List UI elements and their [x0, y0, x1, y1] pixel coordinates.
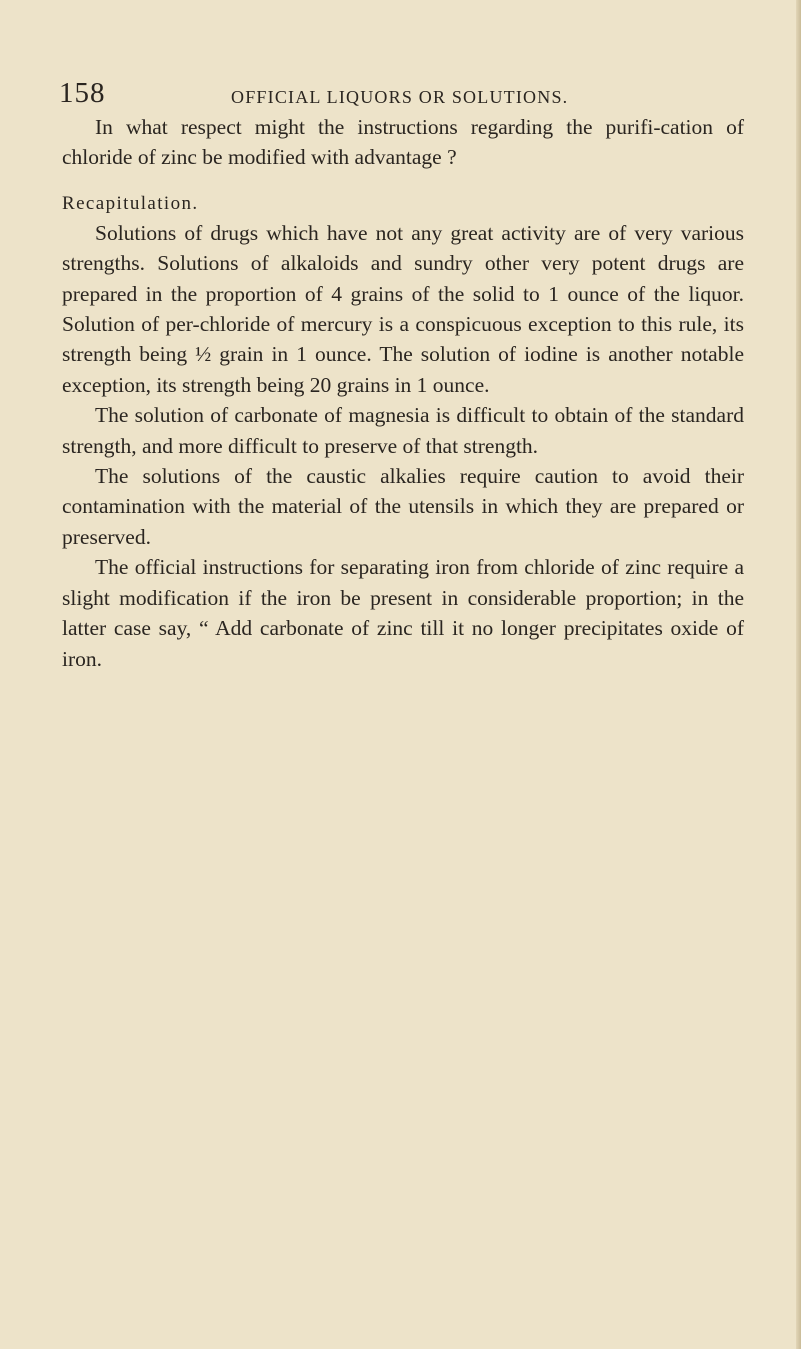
body-text: [62, 112, 744, 674]
paragraph-3: The solutions of the caustic alkalies require caution to avoid their contamination with the material of the utensils in which they are prepared or preserved.: [62, 464, 744, 549]
page-number: 158: [59, 77, 106, 109]
paragraph-2: The solution of carbonate of magnesia is difficult to obtain of the standard strength, and more difficult to preserve of that strength.: [62, 403, 744, 458]
paragraph-4: The official instructions for separating iron from chloride of zinc require a slight modification if the iron be present in considerable proportion; in the latter case say, “ Add carbonate of zinc till it no longer precipitates oxide of iron.: [62, 555, 744, 671]
section-heading: Recapitulation.: [62, 192, 199, 214]
page-header: [59, 76, 749, 116]
page-edge: [796, 0, 801, 1349]
paragraph-1: Solutions of drugs which have not any great activity are of very various strengths. Solutions of alkaloids and sundry other very potent drugs are prepared in the proportion of 4 grains of the solid to 1 ounce of the liquor. Solution of per-chloride of mercury is a conspicuous exception to this rule, its strength being ½ grain in 1 ounce. The solution of iodine is another notable exception, its strength being 20 grains in 1 ounce.: [62, 220, 744, 397]
question-paragraph: In what respect might the instructions regarding the purifi-cation of chloride of zinc be modified with advantage ?: [62, 115, 744, 170]
running-title: OFFICIAL LIQUORS OR SOLUTIONS.: [231, 87, 569, 107]
